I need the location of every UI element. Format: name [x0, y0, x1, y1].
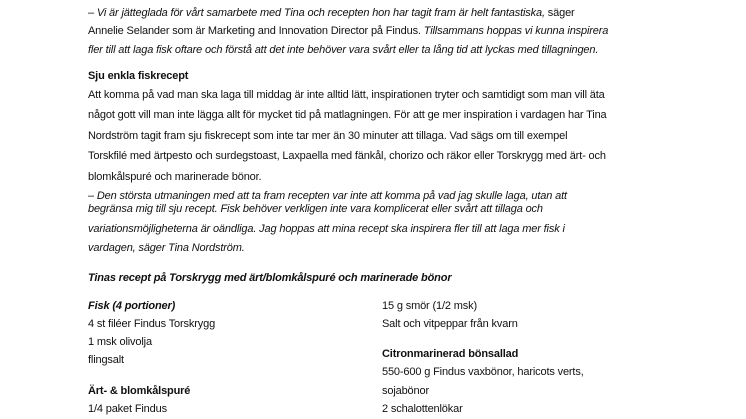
ingredient-heading: Fisk (4 portioner) — [88, 300, 176, 312]
quote-line: – Den största utmaningen med att ta fram recepten var inte att komma på vad jag skulle laga, utan att — [88, 190, 567, 202]
quote-text: – Vi är jätteglada för vårt samarbete med Tina och recepten hon har tagit fram är helt fantastiska, — [88, 7, 545, 19]
body-line: Nordström tagit fram sju fiskrecept som inte tar mer än 30 minuter att tillaga. Vad sägs om till exempel — [88, 130, 568, 142]
body-line: Att komma på vad man ska laga till middag är inte alltid lätt, inspirationen tryter och samtidigt som man vill äta — [88, 89, 605, 101]
ingredient-item: flingsalt — [88, 354, 124, 366]
ingredient-item: 2 schalottenlökar — [382, 403, 463, 415]
attribution-text: Annelie Selander som är Marketing and Innovation Director på Findus. — [88, 25, 424, 37]
ingredient-heading: Ärt- & blomkålspuré — [88, 385, 191, 397]
body-line: blomkålspuré och marinerade bönor. — [88, 171, 262, 183]
quote-line: variationsmöjligheterna är oändliga. Jag hoppas att mina recept ska inspirera fler till att laga mer fisk i — [88, 223, 565, 235]
ingredient-item: sojabönor — [382, 385, 429, 397]
body-line: Torskfilé med ärtpesto och surdegstoast, Laxpaella med fänkål, chorizo och räkor eller Torskrygg med ärt- och — [88, 150, 606, 162]
ingredient-item: 1/4 paket Findus — [88, 403, 167, 415]
quote-line: begränsa mig till sju recept. Fisk behöver verkligen inte vara komplicerat eller svårt att tillaga och — [88, 203, 543, 215]
ingredient-item: 15 g smör (1/2 msk) — [382, 300, 477, 312]
ingredient-item: 550-600 g Findus vaxbönor, haricots verts, — [382, 366, 584, 378]
quote-text: Tillsammans hoppas vi kunna inspirera — [423, 25, 609, 37]
body-line: något gott vill man inte lägga allt för mycket tid på matlagningen. För att ge mer inspiration i vardagen har Tina — [88, 109, 607, 121]
ingredient-item: Salt och vitpeppar från kvarn — [382, 318, 518, 330]
ingredient-heading: Citronmarinerad bönsallad — [382, 348, 519, 360]
quote-line: vardagen, säger Tina Nordström. — [88, 242, 245, 254]
attribution-text: säger — [544, 7, 575, 19]
quote-line: fler till att laga fisk oftare och förstå att det inte behöver vara svårt eller ta lång tid att lyckas med tillagningen. — [88, 44, 599, 56]
quote-line — [88, 5, 575, 21]
section-heading: Sju enkla fiskrecept — [88, 70, 189, 82]
ingredient-item: 4 st filéer Findus Torskrygg — [88, 318, 216, 330]
quote-line — [88, 23, 608, 39]
ingredient-item: 1 msk olivolja — [88, 336, 152, 348]
recipe-title: Tinas recept på Torskrygg med ärt/blomkålspuré och marinerade bönor — [88, 272, 452, 284]
